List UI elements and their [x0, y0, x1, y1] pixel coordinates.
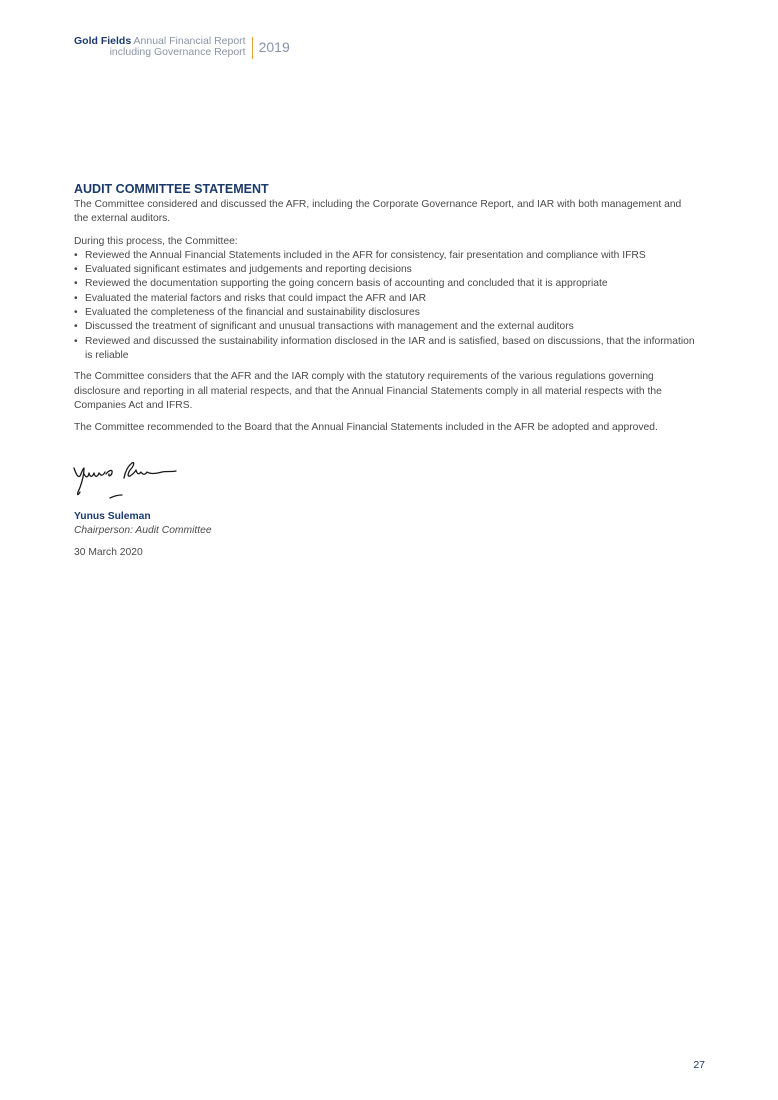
page-number: 27 [693, 1059, 705, 1071]
list-item: • Reviewed the Annual Financial Statements included in the AFR for consistency, fair presentation and compliance with IFRS [74, 249, 696, 263]
list-item: • Evaluated significant estimates and judgements and reporting decisions [74, 263, 696, 277]
recommendation-paragraph: The Committee recommended to the Board that the Annual Financial Statements included in the AFR be adopted and approved. [74, 422, 658, 434]
handwritten-signature [72, 458, 184, 504]
section-title: AUDIT COMMITTEE STATEMENT [74, 182, 269, 196]
report-year: 2019 [258, 39, 290, 55]
committee-actions-list [74, 249, 696, 363]
signature-date: 30 March 2020 [74, 546, 143, 558]
list-item: • Reviewed and discussed the sustainability information disclosed in the IAR and is satisfied, based on discussions, that the information is reliable [74, 335, 696, 364]
signatory-block [74, 510, 212, 560]
list-item: • Evaluated the material factors and risks that could impact the AFR and IAR [74, 292, 696, 306]
intro-paragraph: The Committee considered and discussed the AFR, including the Corporate Governance Report, and IAR with both management and the external auditors. [74, 199, 682, 225]
report-header [74, 36, 290, 59]
header-divider [252, 37, 253, 59]
signatory-name: Yunus Suleman [74, 511, 151, 522]
signatory-role: Chairperson: Audit Committee [74, 525, 212, 537]
process-intro: During this process, the Committee: [74, 235, 238, 247]
report-title-line1: Annual Financial Report [133, 35, 246, 47]
list-item: • Reviewed the documentation supporting the going concern basis of accounting and concluded that it is appropriate [74, 277, 696, 291]
list-item: • Discussed the treatment of significant and unusual transactions with management and the external auditors [74, 320, 696, 334]
report-header-text [74, 36, 246, 58]
compliance-paragraph: The Committee considers that the AFR and the IAR comply with the statutory requirements of the various regulations governing disclosure and reporting in all material respects, and that the Annual Financial Statements comply in all material respects with the Companies Act and IFRS. [74, 371, 662, 411]
brand-name: Gold Fields [74, 35, 132, 47]
list-item: • Evaluated the completeness of the financial and sustainability disclosures [74, 306, 696, 320]
report-title-line2: including Governance Report [109, 46, 246, 58]
statement-body [74, 182, 696, 443]
